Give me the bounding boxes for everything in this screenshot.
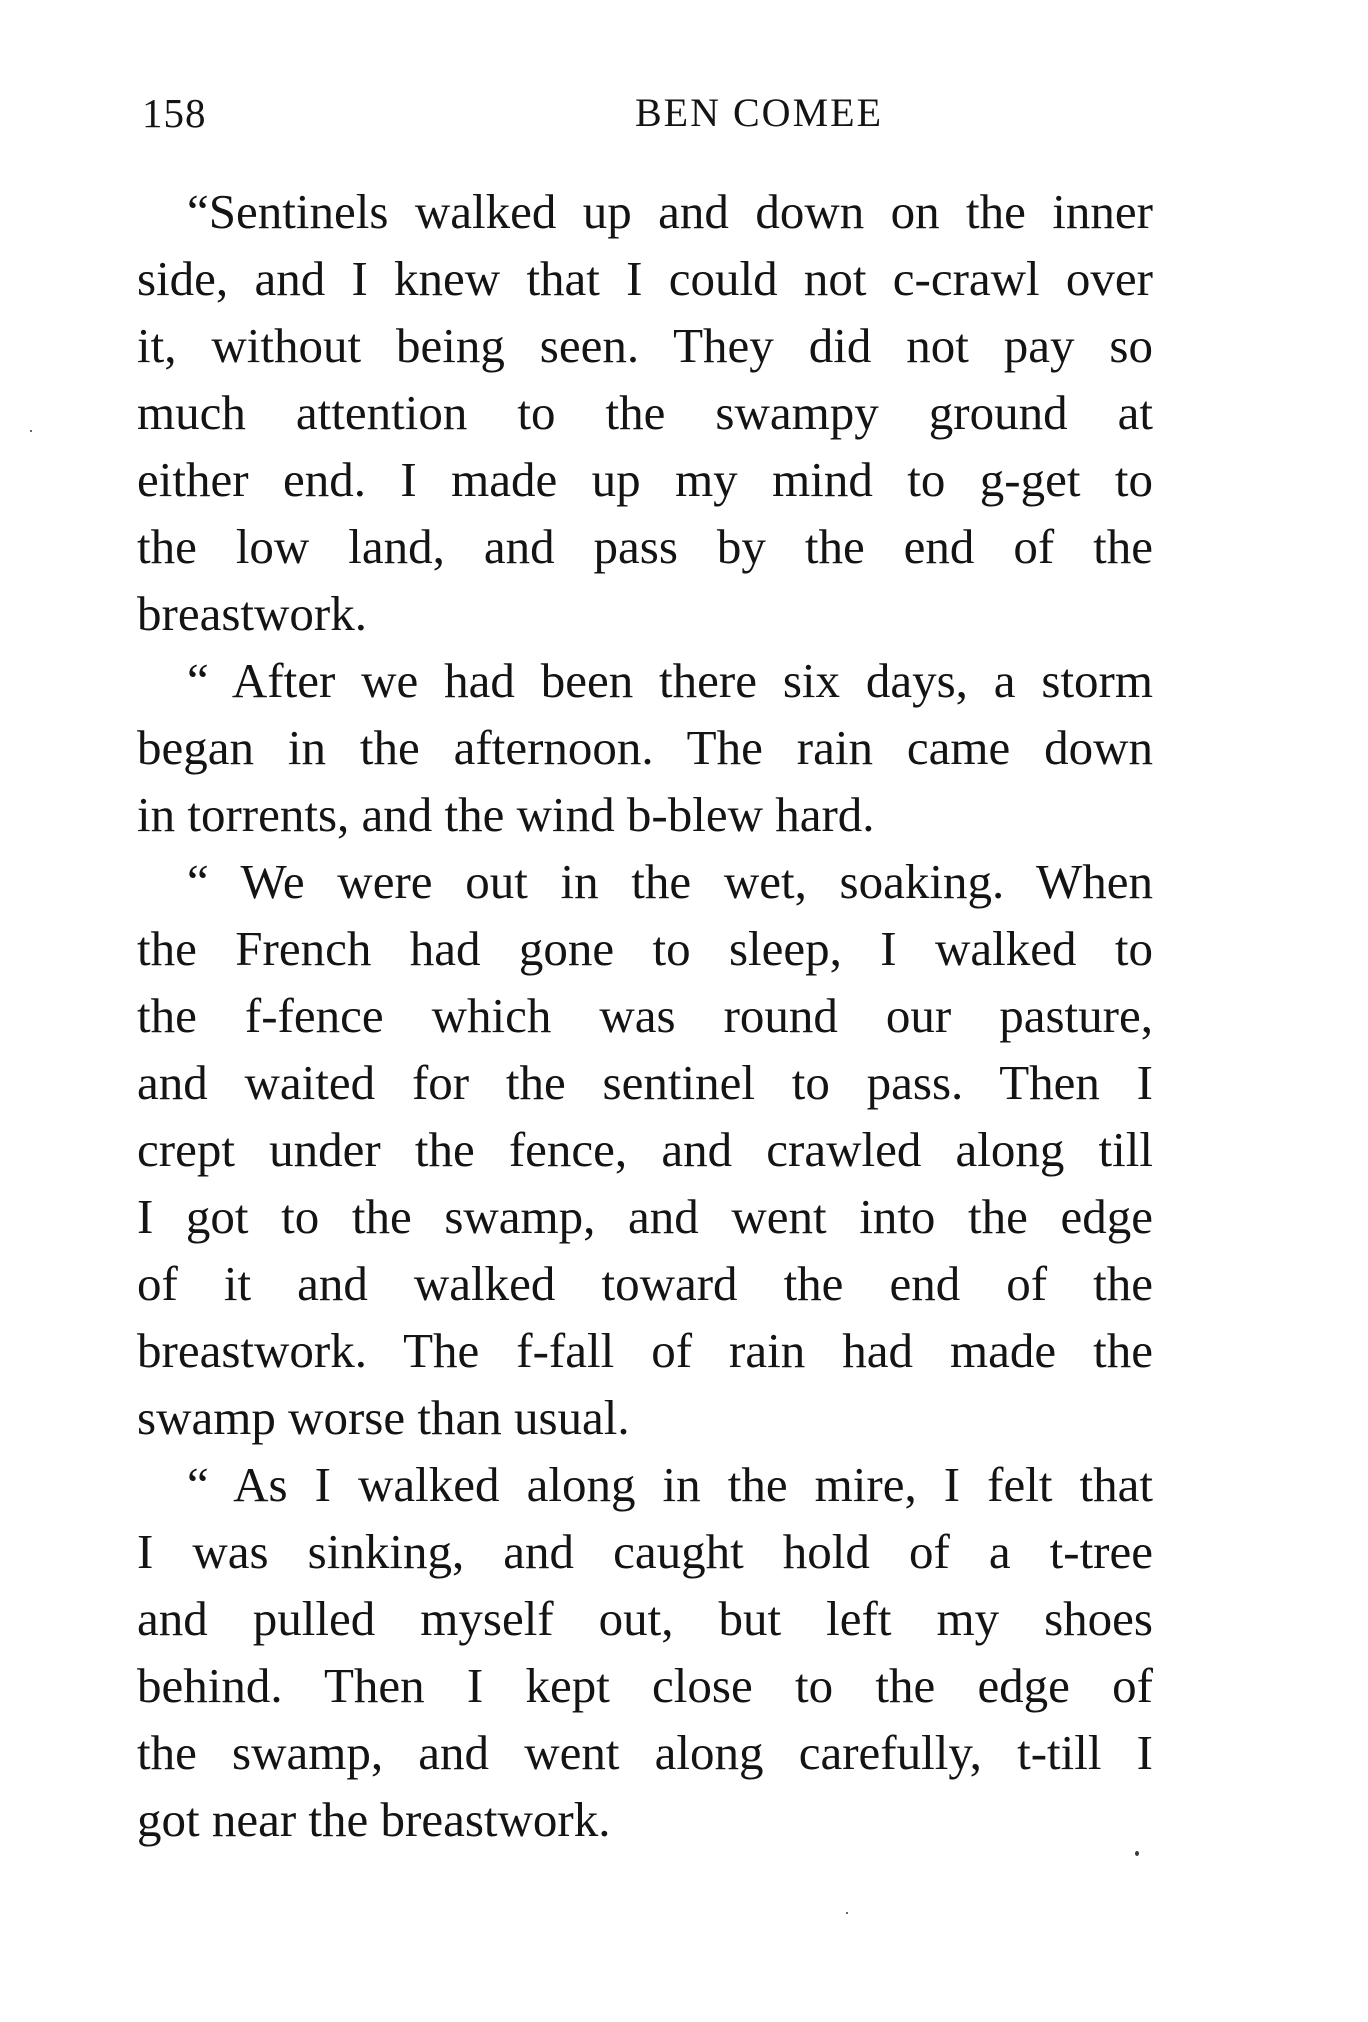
text-line: the French had gone to sleep, I walked to bbox=[137, 921, 1153, 976]
body-text bbox=[137, 178, 1153, 1853]
text-line: breastwork. bbox=[137, 586, 367, 641]
text-line: I got to the swamp, and went into the edge bbox=[137, 1189, 1153, 1244]
paragraph-3 bbox=[137, 848, 1153, 1451]
text-line: it, without being seen. They did not pay so bbox=[137, 318, 1153, 373]
text-line: “Sentinels walked up and down on the inner bbox=[187, 184, 1153, 239]
text-line: the swamp, and went along carefully, t-till I bbox=[137, 1725, 1153, 1780]
scan-speck bbox=[846, 1912, 848, 1914]
text-line: side, and I knew that I could not c-crawl over bbox=[137, 251, 1153, 306]
text-line: behind. Then I kept close to the edge of bbox=[137, 1658, 1153, 1713]
text-line: “ We were out in the wet, soaking. When bbox=[187, 854, 1153, 909]
text-line: swamp worse than usual. bbox=[137, 1390, 630, 1445]
running-head: BEN COMEE bbox=[635, 90, 883, 135]
paragraph-1 bbox=[137, 178, 1153, 647]
text-line: the low land, and pass by the end of the bbox=[137, 519, 1153, 574]
text-line: breastwork. The f-fall of rain had made the bbox=[137, 1323, 1153, 1378]
text-line: began in the afternoon. The rain came down bbox=[137, 720, 1153, 775]
text-line: either end. I made up my mind to g-get to bbox=[137, 452, 1153, 507]
paragraph-4 bbox=[137, 1451, 1153, 1853]
text-line: of it and walked toward the end of the bbox=[137, 1256, 1153, 1311]
text-line: “ As I walked along in the mire, I felt that bbox=[187, 1457, 1153, 1512]
text-line: I was sinking, and caught hold of a t-tree bbox=[137, 1524, 1153, 1579]
text-line: got near the breastwork. bbox=[137, 1792, 611, 1847]
text-line: the f-fence which was round our pasture, bbox=[137, 988, 1153, 1043]
page-number: 158 bbox=[142, 90, 207, 136]
text-line: and waited for the sentinel to pass. Then I bbox=[137, 1055, 1153, 1110]
text-line: crept under the fence, and crawled along till bbox=[137, 1122, 1153, 1177]
text-line: in torrents, and the wind b-blew hard. bbox=[137, 787, 875, 842]
paragraph-2 bbox=[137, 647, 1153, 848]
scan-speck bbox=[30, 430, 32, 432]
scan-speck bbox=[1135, 1851, 1139, 1856]
text-line: much attention to the swampy ground at bbox=[137, 385, 1153, 440]
text-line: “ After we had been there six days, a storm bbox=[187, 653, 1153, 708]
text-line: and pulled myself out, but left my shoes bbox=[137, 1591, 1153, 1646]
